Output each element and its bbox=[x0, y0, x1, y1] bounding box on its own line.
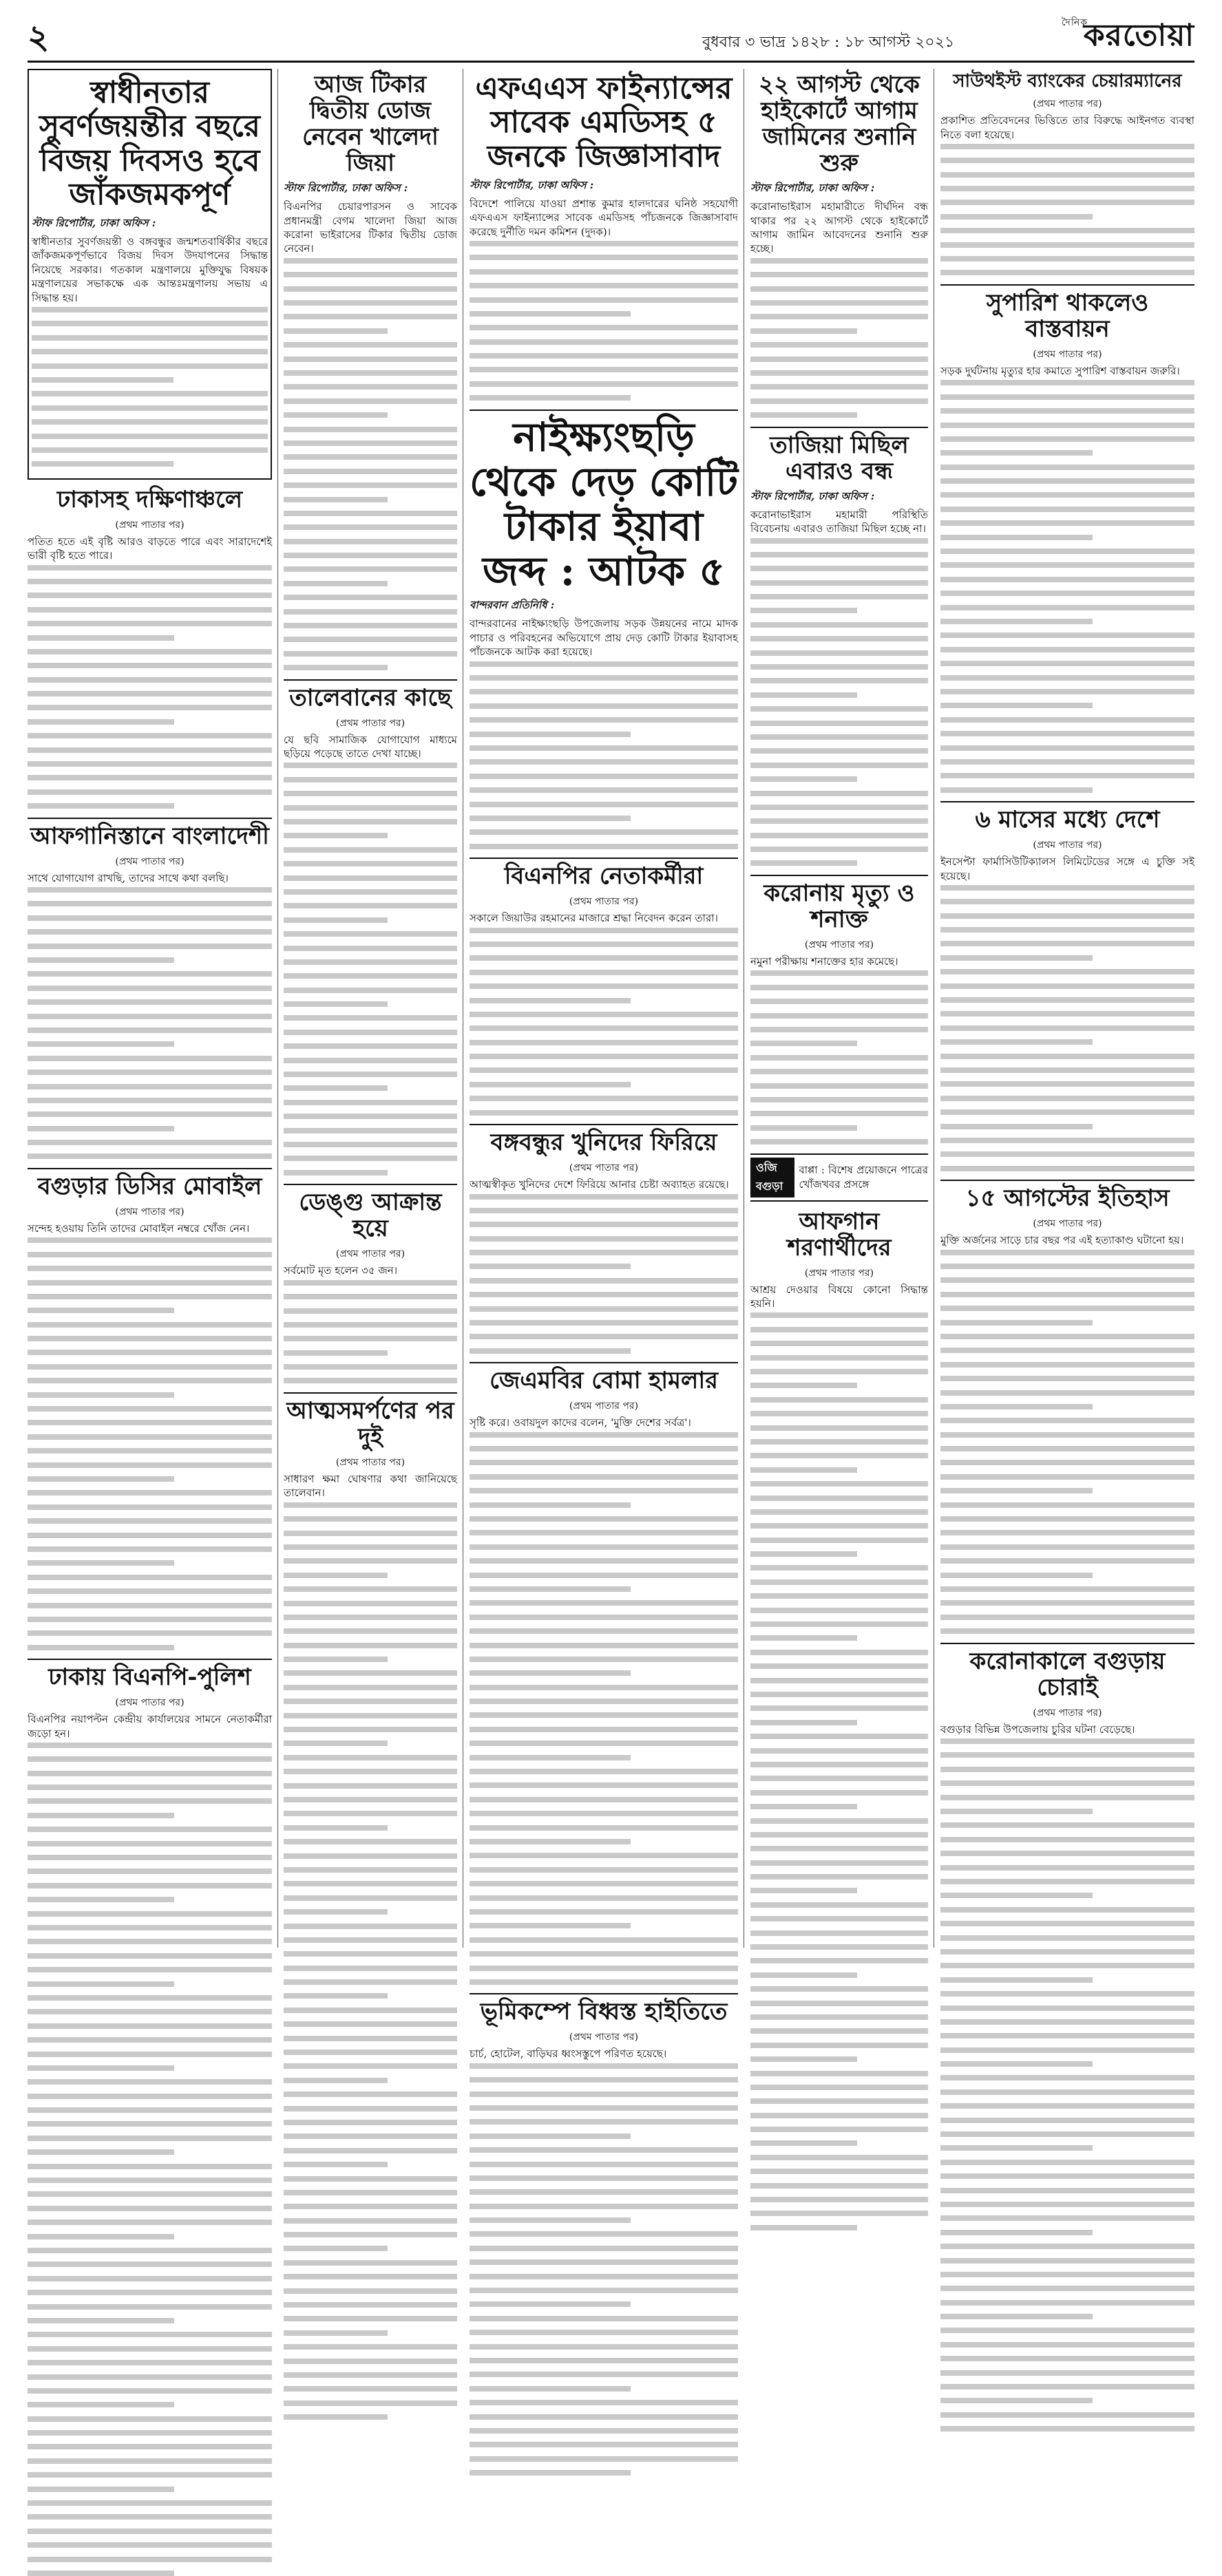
article-text: সাধারণ ক্ষমা ঘোষণার কথা জানিয়েছে তালেবান। bbox=[284, 1473, 457, 1500]
article-tazia bbox=[750, 432, 928, 866]
article-text: পতিত হতে এই বৃষ্টি আরও বাড়তে পারে এবং সারাদেশেই ভারী বৃষ্টি হতে পারে। bbox=[28, 535, 272, 562]
article-jmb bbox=[470, 1367, 738, 1985]
text-lines bbox=[940, 144, 1194, 276]
article-text: যে ছবি সামাজিক যোগাযোগ মাধ্যমে ছড়িয়ে পড়েছে তাতে দেখা যাচ্ছে। bbox=[284, 733, 457, 760]
headline: ২২ আগস্ট থেকে হাইকোর্টে আগাম জামিনের শুনানি শুরু bbox=[759, 71, 920, 178]
headline: সুপারিশ থাকলেও বাস্তবায়ন bbox=[986, 288, 1149, 343]
ad-badge: ওজি বগুড়া bbox=[750, 1158, 794, 1197]
text-lines bbox=[470, 241, 738, 401]
dateline: বুধবার ৩ ভাদ্র ১৪২৮ : ১৮ আগস্ট ২০২১ bbox=[702, 34, 955, 51]
headline: ডেঙ্গু আক্রান্ত হয়ে bbox=[299, 1189, 442, 1243]
text-lines bbox=[750, 258, 928, 418]
continuation: (প্রথম পাতার পর) bbox=[804, 1267, 874, 1279]
text-lines bbox=[940, 885, 1194, 1171]
article-southeast-bank bbox=[940, 72, 1194, 275]
article-recommendation bbox=[940, 290, 1194, 793]
continuation: (প্রথম পাতার পর) bbox=[569, 896, 639, 908]
article-text: বিএনপির চেয়ারপারসন ও সাবেক প্রধানমন্ত্রী বেগম খালেদা জিয়া আজ করোনা ভাইরাসের টিকার দ্বিতীয় ডোজ নেবেন। bbox=[284, 200, 457, 255]
column-6 bbox=[940, 69, 1194, 1948]
ad-text: বাপ্পা : বিশেষ প্রয়োজনে পাত্রের খোঁজখবর প্রসঙ্গে bbox=[799, 1164, 928, 1191]
continuation: (প্রথম পাতার পর) bbox=[1033, 840, 1102, 851]
continuation: (প্রথম পাতার পর) bbox=[335, 1457, 405, 1468]
headline: তালেবানের কাছে bbox=[289, 683, 452, 712]
text-lines bbox=[28, 565, 272, 809]
masthead bbox=[28, 12, 1194, 63]
article-yaba bbox=[470, 415, 738, 849]
headline: ৬ মাসের মধ্যে দেশে bbox=[975, 806, 1160, 834]
headline: বঙ্গবন্ধুর খুনিদের ফিরিয়ে bbox=[490, 1129, 717, 1157]
continuation: (প্রথম পাতার পর) bbox=[115, 1697, 185, 1709]
article-text: বগুড়ার বিভিন্ন উপজেলায় চুরির ঘটনা বেড়েছে। bbox=[940, 1723, 1135, 1736]
column-2 bbox=[284, 69, 457, 1948]
article-text: চার্চ, হোটেল, বাড়িঘর ধ্বংসস্তুপে পরিণত হয়েছে। bbox=[470, 2047, 667, 2061]
text-lines bbox=[284, 1280, 457, 1384]
continuation: (প্রথম পাতার পর) bbox=[115, 855, 185, 867]
headline: সাউথইস্ট ব্যাংকের চেয়ারম্যানের bbox=[953, 71, 1182, 92]
newspaper-logo bbox=[1061, 12, 1194, 63]
article-text: সৃষ্টি করে। ওবায়দুল কাদের বলেন, 'মুক্তি দেশের সর্বত্র'। bbox=[470, 1416, 691, 1429]
text-lines bbox=[940, 380, 1194, 792]
byline: স্টাফ রিপোর্টার, ঢাকা অফিস : bbox=[750, 489, 875, 502]
article-court bbox=[750, 72, 928, 418]
article-vaccine bbox=[284, 72, 457, 670]
text-lines bbox=[750, 1312, 928, 2230]
continuation: (প্রথম পাতার পর) bbox=[569, 1162, 639, 1174]
article-afghanistan bbox=[28, 823, 272, 1160]
byline: স্টাফ রিপোর্টার, ঢাকা অফিস : bbox=[470, 178, 594, 191]
article-text: নমুনা পরীক্ষায় শনাক্তের হার কমেছে। bbox=[750, 955, 898, 968]
article-text: আশ্রয় দেওয়ার বিষয়ে কোনো সিদ্ধান্ত হয়নি। bbox=[750, 1283, 928, 1310]
column-1 bbox=[28, 69, 272, 1948]
article-bangabandhu bbox=[470, 1129, 738, 1354]
text-lines bbox=[750, 970, 928, 1145]
article-haiti-quake bbox=[470, 1999, 738, 2476]
classified-ad bbox=[750, 1153, 928, 1202]
article-refugees bbox=[750, 1209, 928, 2231]
headline: আজ টিকার দ্বিতীয় ডোজ নেবেন খালেদা জিয়া bbox=[302, 71, 439, 178]
headline: করোনায় মৃত্যু ও শনাক্ত bbox=[763, 879, 915, 933]
article-fas bbox=[470, 72, 738, 401]
continuation: (প্রথম পাতার পর) bbox=[1033, 348, 1102, 360]
headline: ঢাকায় বিএনপি-পুলিশ bbox=[48, 1663, 251, 1692]
article-text: সকালে জিয়াউর রহমানের মাজারে শ্রদ্ধা নিবেদন করেন তারা। bbox=[470, 912, 718, 925]
text-lines bbox=[284, 258, 457, 670]
article-bnp-leaders bbox=[470, 863, 738, 1116]
text-lines bbox=[284, 1502, 457, 2420]
text-lines bbox=[940, 1738, 1194, 2431]
article-six-months bbox=[940, 807, 1194, 1171]
column-rule bbox=[277, 69, 278, 1948]
continuation: (প্রথম পাতার পর) bbox=[1033, 98, 1102, 110]
headline: তাজিয়া মিছিল এবারও বন্ধ bbox=[770, 431, 909, 485]
article-text: বিএনপির নয়াপল্টন কেন্দ্রীয় কার্যালয়ের সামনে নেতাকর্মীরা জড়ো হন। bbox=[28, 1713, 272, 1740]
headline: করোনাকালে বগুড়ায় চোরাই bbox=[969, 1647, 1166, 1701]
continuation: (প্রথম পাতার পর) bbox=[115, 1206, 185, 1217]
headline: আত্মসমর্পণের পর দুই bbox=[286, 1396, 454, 1451]
headline: আফগানিস্তানে বাংলাদেশী bbox=[30, 822, 269, 850]
article-text: সন্দেহ হওয়ায় তিনি তাদের মোবাইল নম্বরে খোঁজ নেন। bbox=[28, 1222, 250, 1235]
byline: স্টাফ রিপোর্টার, ঢাকা অফিস : bbox=[284, 182, 408, 195]
article-text: করোনাভাইরাস মহামারীতে দীর্ঘদিন বন্ধ থাকার পর ২২ আগস্ট থেকে হাইকোর্টে আগাম জামিন আবেদনের শুনানি শুরু হচ্ছে। bbox=[750, 200, 928, 255]
headline: ১৫ আগস্টের ইতিহাস bbox=[965, 1184, 1170, 1213]
article-taliban bbox=[284, 685, 457, 1175]
continuation: (প্রথম পাতার পর) bbox=[335, 1248, 405, 1260]
headline: বগুড়ার ডিসির মোবাইল bbox=[37, 1172, 262, 1200]
continuation: (প্রথম পাতার পর) bbox=[1033, 1218, 1102, 1230]
headline: ভূমিকম্পে বিধ্বস্ত হাইতিতে bbox=[480, 1998, 728, 2026]
headline: ঢাকাসহ দক্ষিণাঞ্চলে bbox=[56, 485, 243, 513]
text-lines bbox=[32, 307, 268, 467]
article-surrender bbox=[284, 1398, 457, 2420]
article-text: বান্দরবানের নাইক্ষ্যংছড়ি উপজেলায় সড়ক উন্নয়নের নামে মাদক পাচার ও পরিবহনের অভিযোগে প্রায় দেড় কোটি টাকার ইয়াবাসহ পাঁচজনকে আটক করা হয়েছে। bbox=[470, 617, 738, 659]
continuation: (প্রথম পাতার পর) bbox=[335, 717, 405, 729]
text-lines bbox=[470, 2063, 738, 2476]
headline: বিএনপির নেতাকর্মীরা bbox=[504, 862, 704, 891]
article-bogura-dc bbox=[28, 1173, 272, 1650]
continuation: (প্রথম পাতার পর) bbox=[1033, 1707, 1102, 1718]
text-lines bbox=[470, 661, 738, 849]
byline: স্টাফ রিপোর্টার, ঢাকা অফিস : bbox=[750, 182, 875, 195]
article-bogura-theft bbox=[940, 1648, 1194, 2432]
logo-small: দৈনিক bbox=[1061, 17, 1088, 28]
article-corona bbox=[750, 880, 928, 1145]
article-weather bbox=[28, 487, 272, 809]
article-text: ইনসেপ্টা ফার্মাসিউটিক্যালস লিমিটেডের সঙ্গে এ চুক্তি সই হয়েছে। bbox=[940, 855, 1194, 882]
headline: স্বাধীনতার সুবর্ণজয়ন্তীর বছরে বিজয় দিবসও হবে জাঁকজমকপূর্ণ bbox=[39, 75, 260, 212]
text-lines bbox=[28, 1237, 272, 1650]
headline: এফএএস ফাইন্যান্সের সাবেক এমডিসহ ৫ জনকে জিজ্ঞাসাবাদ bbox=[475, 71, 733, 174]
byline: বান্দরবান প্রতিনিধি : bbox=[470, 599, 555, 612]
column-center bbox=[470, 69, 738, 2061]
headline: জেএমবির বোমা হামলার bbox=[489, 1367, 718, 1395]
logo-text: করতোয়া bbox=[1083, 18, 1194, 53]
text-lines bbox=[284, 763, 457, 1175]
continuation: (প্রথম পাতার পর) bbox=[804, 939, 874, 951]
article-dhaka-bnp bbox=[28, 1664, 272, 2576]
text-lines bbox=[28, 1743, 272, 2576]
article-text: স্বাধীনতার সুবর্ণজয়ন্তী ও বঙ্গবন্ধুর জন্মশতবার্ষিকীর বছরে জাঁকজমকপূর্ণভাবে বিজয় দিবস উদযাপনের সিদ্ধান্ত নিয়েছে সরকার। গতকাল মন্ত্রণালয়ে মুক্তিযুদ্ধ বিষয়ক মন্ত্রণালয়ের সভাকক্ষে এক আন্তঃমন্ত্রণালয় সভায় এ সিদ্ধান্ত হয়। bbox=[32, 235, 268, 304]
article-text: বিদেশে পালিয়ে যাওয়া প্রশান্ত কুমার হালদারের ঘনিষ্ঠ সহযোগী এফএএস ফাইন্যান্সের সাবেক এমডিসহ পাঁচজনকে জিজ্ঞাসাবাদ করেছে দুর্নীতি দমন কমিশন (দুদক)। bbox=[470, 197, 738, 238]
text-lines bbox=[28, 887, 272, 1159]
article-text: সর্বমোট মৃত হলেন ৩৫ জন। bbox=[284, 1264, 398, 1277]
article-text: মুক্তি অর্জনের সাড়ে চার বছর পর এই হত্যাকাণ্ড ঘটানো হয়। bbox=[940, 1234, 1184, 1247]
text-lines bbox=[470, 928, 738, 1116]
headline: আফগান শরণার্থীদের bbox=[787, 1207, 892, 1262]
text-lines bbox=[470, 1432, 738, 1985]
article-text: আত্মস্বীকৃত খুনিদের দেশে ফিরিয়ে আনার চেষ্টা অব্যাহত রয়েছে। bbox=[470, 1178, 729, 1191]
headline: নাইক্ষ্যংছড়ি থেকে দেড় কোটি টাকার ইয়াবা জব্দ : আটক ৫ bbox=[470, 413, 738, 595]
text-lines bbox=[940, 1250, 1194, 1635]
article-aug15 bbox=[940, 1185, 1194, 1634]
article-text: সড়ক দুর্ঘটনায় মৃত্যুর হার কমাতে সুপারিশ বাস্তবায়ন জরুরি। bbox=[940, 364, 1180, 377]
article-text: প্রকাশিত প্রতিবেদনের ভিত্তিতে তার বিরুদ্ধে আইনগত ব্যবস্থা নিতে বলা হয়েছে। bbox=[940, 114, 1194, 141]
continuation: (প্রথম পাতার পর) bbox=[569, 2032, 639, 2043]
continuation: (প্রথম পাতার পর) bbox=[115, 519, 185, 531]
byline: স্টাফ রিপোর্টার, ঢাকা অফিস : bbox=[32, 217, 156, 230]
column-5 bbox=[750, 69, 928, 1948]
text-lines bbox=[470, 1194, 738, 1354]
article-dengue bbox=[284, 1189, 457, 1383]
text-lines bbox=[750, 538, 928, 866]
article-text: সাথে যোগাযোগ রাখছি, তাদের সাথে কথা বলছি। bbox=[28, 871, 229, 884]
page-number: ২ bbox=[28, 18, 50, 56]
article-independence bbox=[28, 69, 272, 480]
article-text: করোনাভাইরাস মহামারী পরিস্থিতি বিবেচনায় এবারও তাজিয়া মিছিল হচ্ছে না। bbox=[750, 508, 928, 535]
continuation: (প্রথম পাতার পর) bbox=[569, 1401, 639, 1412]
